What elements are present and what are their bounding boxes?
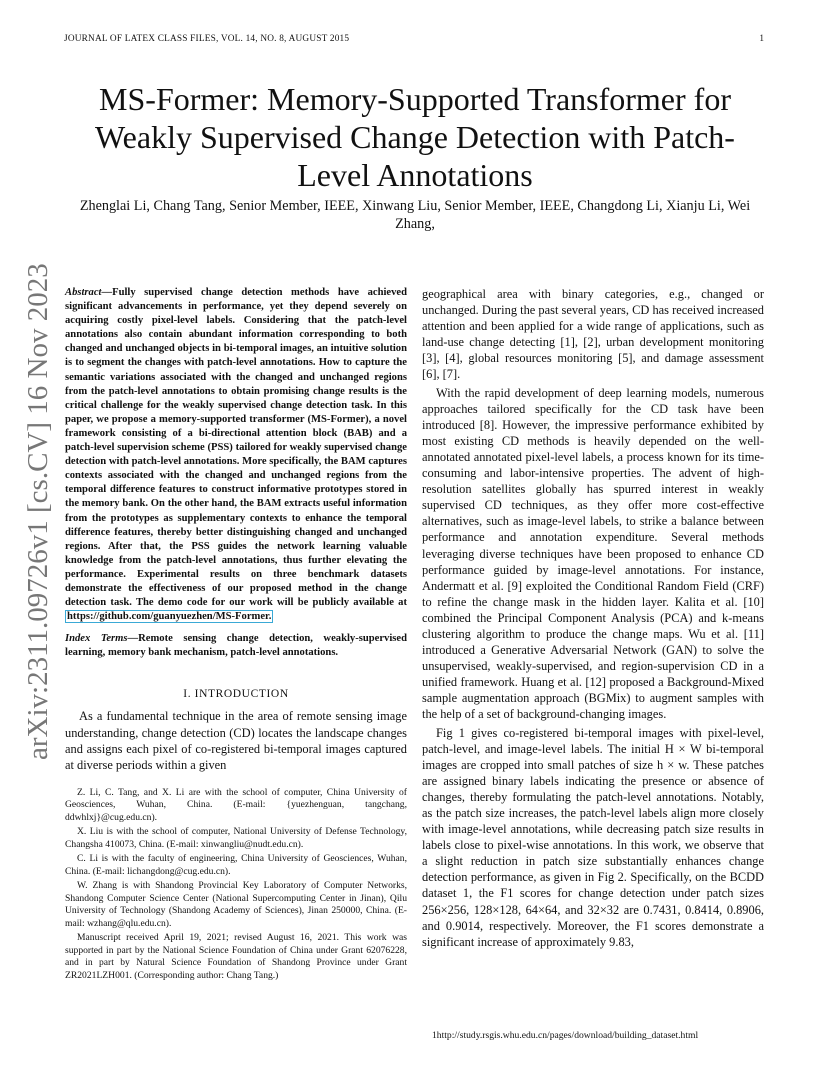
footnote-item: C. Li is with the faculty of engineering, China University of Geosciences, Wuhan, China. (E-mail: lichangdong@cug.edu.cn).	[65, 853, 407, 877]
left-column	[65, 286, 407, 984]
arxiv-id: arXiv:2311.09726v1 [cs.CV] 16 Nov 2023	[22, 263, 54, 760]
footnote-item: Manuscript received April 19, 2021; revised August 16, 2021. This work was supported in part by the National Science Foundation of China under Grant 62076228, and in part by Natural Science Foundation of Shandong Province under Grant ZR2021LZH001. (Corresponding author: Chang Tang.)	[65, 932, 407, 981]
intro-paragraph: With the rapid development of deep learning models, numerous approaches tailored specifically for the CD task have been introduced [8]. However, the impressive performance exhibited by most existing CD methods is heavily depended on the well-annotated annotated pixel-level labels, a process known for its time-consuming and labor-intensive properties. The advent of high-resolution satellites globally has spurred interest in weakly supervised CD techniques, as they offer more cost-effective alternatives, such as image-level labels, to strike a balance between performance and annotation expenditure. Several methods leveraging diverse techniques have been proposed to enhance CD performance guided by image-level annotations. For instance, Andermatt et al. [9] exploited the Conditional Random Field (CRF) to refine the change mask in the hidden layer. Kalita et al. [10] combined the Principal Component Analysis (PCA) and k-means clustering algorithm to produce the change maps. Wu et al. [11] introduced a Generative Adversarial Network (GAN) to solve the unsupervised, weakly-supervised, and region-supervision CD in a unified framework. Huang et al. [12] proposed a Background-Mixed sample augmentation approach (BGMix) to augment samples with the help of a set of background-changing images.	[422, 385, 764, 722]
intro-paragraph: Fig 1 gives co-registered bi-temporal images with pixel-level, patch-level, and image-level labels. The initial H × W bi-temporal images are cropped into small patches of size h × w. These patches are assigned binary labels indicating the presence or absence of changes, thereby formulating the patch-level annotations. Notably, as the patch size increases, the patch-level labels align more closely with image-level annotations, while decreasing patch size results in labels close to pixel-wise annotations. In this work, we observe that a slight reduction in patch size substantially enhances change detection performance, as given in Fig 2. Specifically, on the BCDD dataset 1, the F1 scores for change detection under patch sizes 256×256, 128×128, 64×64, and 32×32 are 0.7431, 0.8414, 0.8906, and 0.9014, respectively. Moreover, the F1 scores demonstrate a significant increase of approximately 9.83,	[422, 725, 764, 949]
paper-title: MS-Former: Memory-Supported Transformer for Weakly Supervised Change Detection with Patch-Level Annotations	[95, 81, 735, 193]
footnote-item: X. Liu is with the school of computer, National University of Defense Technology, Changsha 410073, China. (E-mail: xinwangliu@nudt.edu.cn).	[65, 826, 407, 850]
author-footnotes	[65, 787, 407, 983]
intro-paragraph-continued: geographical area with binary categories, e.g., changed or unchanged. During the past several years, CD has received increased attention and been applied for a wide range of applications, such as land-use change detecting [1], [2], urban development monitoring [3], [4], global resources monitoring [5], and damage assessment [6], [7].	[422, 287, 764, 382]
abstract-lead: Abstract	[65, 287, 102, 298]
dataset-footnote[interactable]: 1http://study.rsgis.whu.edu.cn/pages/download/building_dataset.html	[432, 1030, 699, 1041]
code-link[interactable]: https://github.com/guanyuezhen/MS-Former.	[67, 611, 272, 623]
page-number: 1	[759, 34, 764, 44]
abstract	[65, 286, 407, 624]
intro-paragraph: As a fundamental technique in the area of remote sensing image understanding, change detection (CD) locates the landscape changes and assigns each pixel of co-registered bi-temporal images captured at diverse periods within a given	[65, 709, 407, 772]
arxiv-stamp	[2, 263, 54, 760]
footnote-item: W. Zhang is with Shandong Provincial Key Laboratory of Computer Networks, Shandong Computer Science Center (National Supercomputing Center in Jinan), Qilu University of Technology (Shandong Academy of Sciences), Jinan 250000, China. (E-mail: wzhang@qlu.edu.cn).	[65, 880, 407, 929]
author-list: Zhenglai Li, Chang Tang, Senior Member, IEEE, Xinwang Liu, Senior Member, IEEE, Changdong Li, Xianju Li, Wei Zhang,	[79, 198, 751, 232]
abstract-text: —Fully supervised change detection methods have achieved significant advancements in performance, yet they depend severely on acquiring costly pixel-level labels. Considering that the patch-level annotations also contain abundant information corresponding to both changed and unchanged objects in bi-temporal images, an intuitive solution is to segment the changes with patch-level annotations. How to capture the semantic variations associated with the changed and unchanged regions from the patch-level annotations to obtain promising change results is the critical challenge for the weakly supervised change detection task. In this paper, we propose a memory-supported transformer (MS-Former), a novel framework consisting of a bi-directional attention block (BAB) and a patch-level supervision scheme (PSS) tailored for weakly supervised change detection with patch-level annotations. More specifically, the BAM captures contexts associated with the changed and unchanged regions from the temporal difference features to construct informative prototypes stored in the memory bank. On the other hand, the BAM extracts useful information from the prototypes as supplementary contexts to enhance the temporal difference features, thereby better distinguishing changed and unchanged regions. After that, the PSS guides the network learning valuable knowledge from the patch-level annotations, thus further elevating the performance. Experimental results on three benchmark datasets demonstrate the effectiveness of our proposed method in the change detection task. The demo code for our work will be publicly available at	[65, 287, 407, 609]
index-terms	[65, 632, 407, 660]
index-terms-lead: Index Terms	[65, 633, 128, 645]
footnote-item: Z. Li, C. Tang, and X. Li are with the school of computer, China University of Geosciences, Wuhan, China. (E-mail: {yuezhenguan, tangchang, ddwhlxj}@cug.edu.cn).	[65, 786, 407, 823]
index-terms-text: —Remote sensing change detection, weakly-supervised learning, memory bank mechanism, patch-level annotations.	[65, 633, 407, 659]
right-column	[422, 286, 764, 952]
running-header: JOURNAL OF LATEX CLASS FILES, VOL. 14, NO. 8, AUGUST 2015	[64, 34, 350, 44]
section-heading: I. INTRODUCTION	[183, 688, 289, 701]
